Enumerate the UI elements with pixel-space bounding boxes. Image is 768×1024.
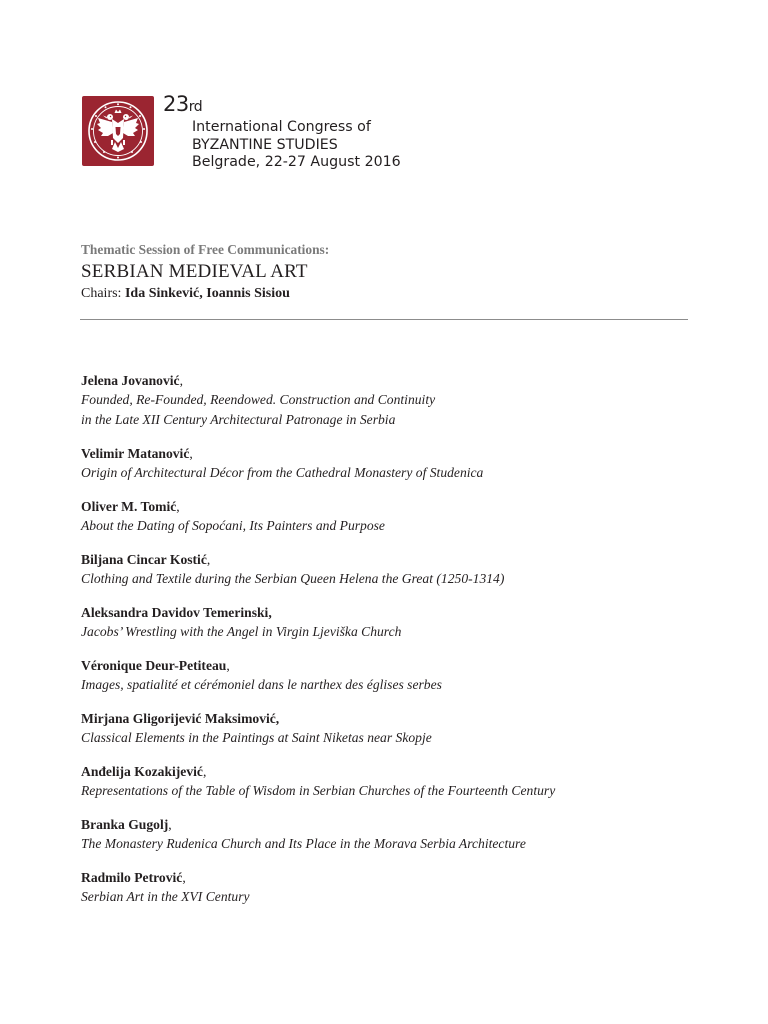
paper-author-separator: , [206, 552, 211, 567]
paper-author [81, 657, 701, 675]
papers-list [81, 372, 701, 922]
paper-author [81, 816, 701, 834]
paper-author [81, 445, 701, 463]
paper-title-line: Classical Elements in the Paintings at Saint Niketas near Skopje [81, 730, 432, 745]
paper-author [81, 869, 701, 887]
paper-item [81, 816, 701, 854]
paper-author-name: Véronique Deur-Petiteau [81, 658, 227, 673]
congress-logo [82, 96, 154, 166]
paper-author [81, 372, 701, 390]
paper-title-line: Representations of the Table of Wisdom in Serbian Churches of the Fourteenth Century [81, 783, 556, 798]
ordinal-suffix: rd [188, 99, 203, 115]
paper-author-name: Aleksandra Davidov Temerinski, [81, 605, 272, 620]
paper-item [81, 657, 701, 695]
congress-name-line: International Congress of [192, 119, 371, 135]
paper-author-separator: , [202, 764, 207, 779]
paper-author-name: Oliver M. Tomić [81, 499, 177, 514]
paper-title-line: in the Late XII Century Architectural Patronage in Serbia [81, 412, 396, 427]
paper-author [81, 710, 701, 728]
paper-title-line: Jacobs’ Wrestling with the Angel in Virgin Ljeviška Church [81, 624, 402, 639]
paper-author-separator: , [189, 446, 193, 461]
paper-author [81, 498, 701, 516]
section-divider [80, 319, 688, 320]
paper-author-separator: , [226, 658, 230, 673]
session-type-label: Thematic Session of Free Communications: [81, 242, 330, 257]
paper-author-separator: , [168, 817, 172, 832]
paper-author-separator: , [176, 499, 180, 514]
session-chairs [81, 285, 691, 303]
session-header [81, 241, 691, 303]
paper-item [81, 445, 701, 483]
paper-author [81, 763, 701, 781]
session-title: SERBIAN MEDIEVAL ART [81, 261, 308, 282]
paper-title-line: Clothing and Textile during the Serbian Queen Helena the Great (1250-1314) [81, 571, 505, 586]
paper-item [81, 710, 701, 748]
paper-author-separator: , [179, 373, 183, 388]
paper-item [81, 498, 701, 536]
congress-subject-line: BYZANTINE STUDIES [192, 136, 338, 153]
paper-author-name: Branka Gugolj [81, 817, 169, 832]
paper-title-line: Images, spatialité et cérémoniel dans le narthex des églises serbes [81, 677, 442, 692]
paper-item [81, 869, 701, 907]
paper-title-line: Origin of Architectural Décor from the Cathedral Monastery of Studenica [81, 465, 484, 480]
paper-author-name: Mirjana Gligorijević Maksimović, [81, 711, 280, 726]
paper-author [81, 551, 701, 569]
paper-author-name: Jelena Jovanović [81, 373, 180, 388]
paper-author-name: Velimir Matanović [81, 446, 190, 461]
congress-place-date-line: Belgrade, 22-27 August 2016 [192, 154, 401, 170]
congress-ordinal [163, 92, 401, 119]
paper-title-line: Founded, Re-Founded, Reendowed. Construction and Continuity [81, 392, 436, 407]
paper-title-line: About the Dating of Sopoćani, Its Painters and Purpose [81, 518, 385, 533]
paper-author-name: Anđelija Kozakijević [81, 764, 203, 779]
paper-item [81, 763, 701, 801]
paper-author [81, 604, 701, 622]
paper-author-name: Radmilo Petrović [81, 870, 183, 885]
ordinal-number: 23 [163, 92, 189, 116]
paper-item [81, 372, 701, 430]
chairs-label: Chairs: [81, 286, 122, 301]
paper-title-line: The Monastery Rudenica Church and Its Place in the Morava Serbia Architecture [81, 836, 526, 851]
congress-heading [163, 92, 401, 172]
chairs-names: Ida Sinkević, Ioannis Sisiou [124, 286, 290, 301]
paper-item [81, 551, 701, 589]
double-headed-eagle-icon [82, 96, 154, 166]
paper-item [81, 604, 701, 642]
paper-title-line: Serbian Art in the XVI Century [81, 889, 250, 904]
paper-author-name: Biljana Cincar Kostić [81, 552, 207, 567]
paper-author-separator: , [182, 870, 186, 885]
